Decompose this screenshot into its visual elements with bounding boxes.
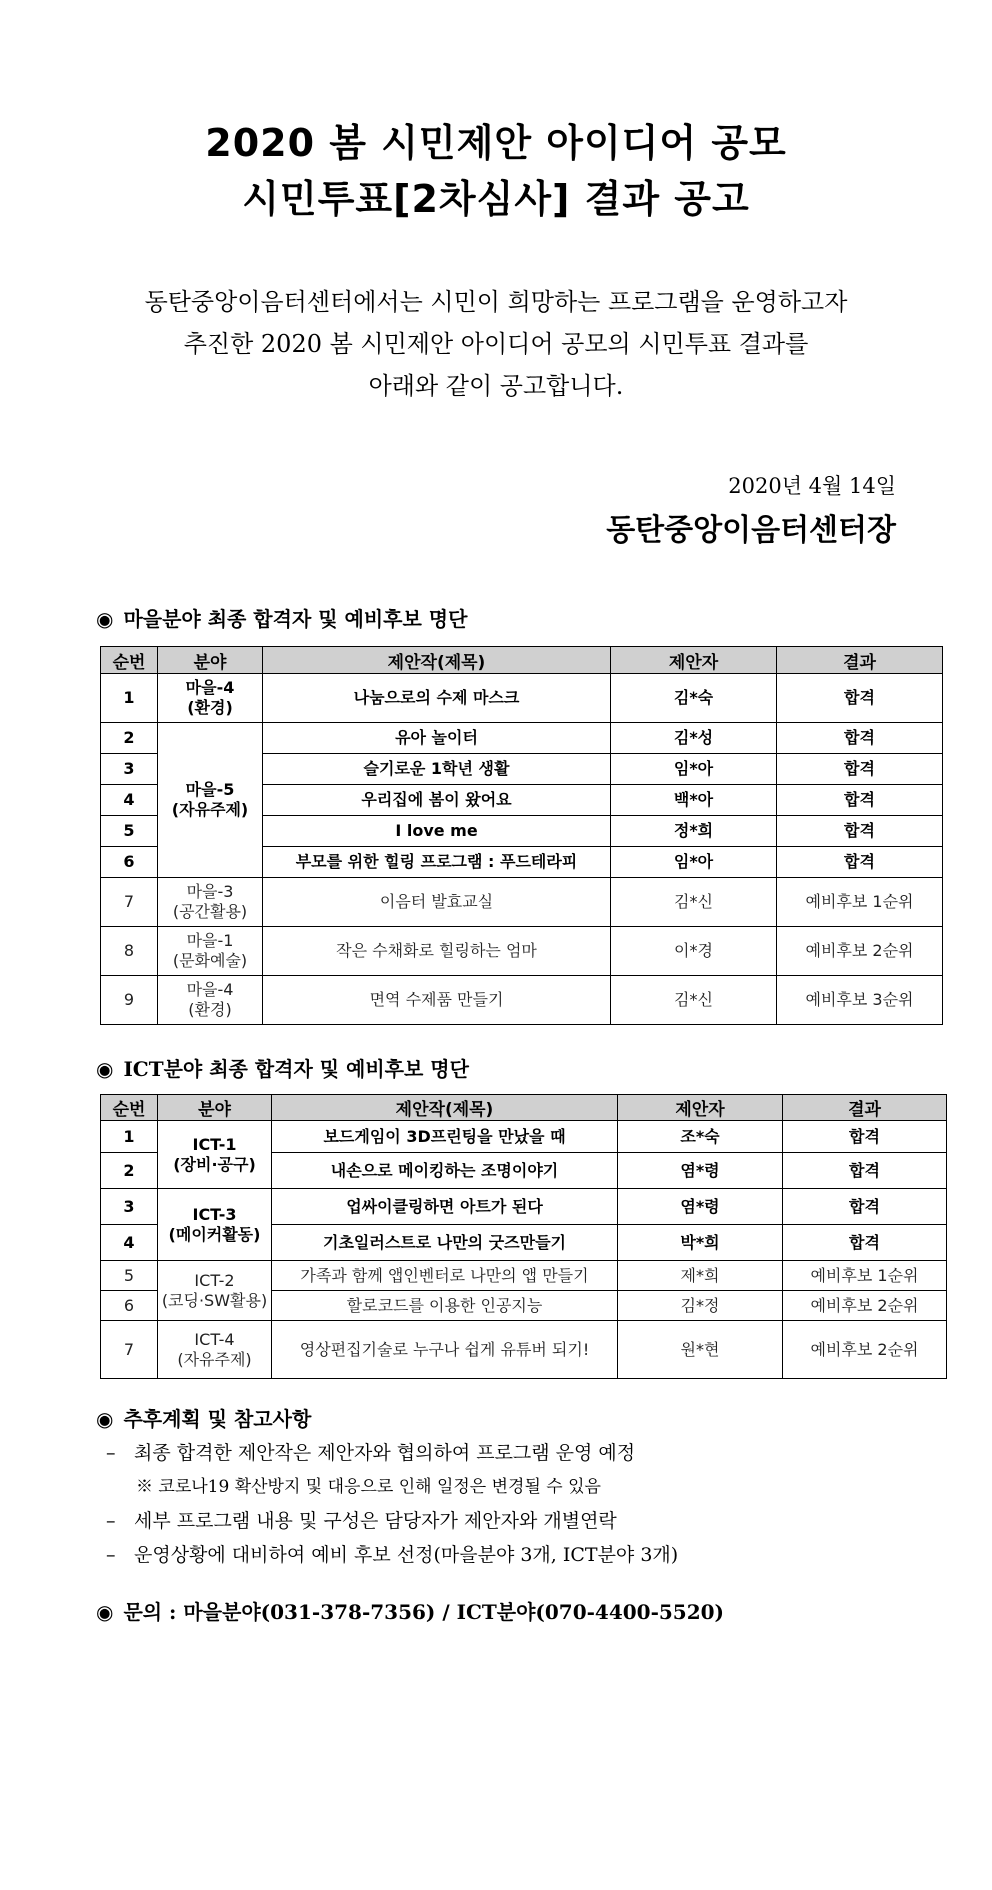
proposer-cell: 염*령	[618, 1153, 783, 1189]
row-number: 5	[101, 1261, 158, 1291]
result-cell: 합격	[783, 1225, 947, 1261]
column-header: 제안작(제목)	[263, 647, 611, 674]
proposer-cell: 김*숙	[611, 674, 777, 723]
note-subitem: ※ 코로나19 확산방지 및 대응으로 인해 일정은 변경될 수 있음	[136, 1477, 601, 1497]
issuer-signature: 동탄중앙이음터센터장	[606, 513, 896, 548]
page-title-line2: 시민투표[2차심사] 결과 공고	[242, 177, 750, 221]
column-header: 순번	[101, 647, 158, 674]
field-cell: ICT-4 (자유주제)	[158, 1321, 272, 1379]
title-cell: 기초일러스트로 나만의 굿즈만들기	[272, 1225, 618, 1261]
row-number: 6	[101, 847, 158, 878]
column-header: 결과	[783, 1095, 947, 1121]
intro-line2: 추진한 2020 봄 시민제안 아이디어 공모의 시민투표 결과를	[183, 330, 809, 358]
row-number: 1	[101, 1121, 158, 1153]
result-cell: 합격	[777, 847, 943, 878]
row-number: 9	[101, 976, 158, 1025]
column-header: 분야	[158, 647, 263, 674]
proposer-cell: 제*희	[618, 1261, 783, 1291]
table-row	[101, 1261, 947, 1291]
field-cell: ICT-1 (장비·공구)	[158, 1121, 272, 1189]
field-cell: ICT-2 (코딩·SW활용)	[158, 1261, 272, 1321]
result-cell: 합격	[783, 1153, 947, 1189]
title-cell: 업싸이클링하면 아트가 된다	[272, 1189, 618, 1225]
note-text: 운영상황에 대비하여 예비 후보 선정(마을분야 3개, ICT분야 3개)	[134, 1544, 679, 1566]
result-cell: 예비후보 1순위	[777, 878, 943, 927]
table-row	[101, 674, 943, 723]
field-cell: 마을-4 (환경)	[158, 674, 263, 723]
row-number: 5	[101, 816, 158, 847]
notes-section	[96, 1402, 678, 1572]
result-cell: 합격	[777, 785, 943, 816]
row-number: 7	[101, 1321, 158, 1379]
proposer-cell: 박*희	[618, 1225, 783, 1261]
title-cell: 작은 수채화로 힐링하는 엄마	[263, 927, 611, 976]
bullet-icon: ◉	[96, 1407, 114, 1431]
title-cell: 우리집에 봄이 왔어요	[263, 785, 611, 816]
notes-heading	[96, 1402, 678, 1436]
table-row	[101, 1121, 947, 1153]
bullet-icon: ◉	[96, 1600, 114, 1624]
column-header: 제안자	[618, 1095, 783, 1121]
column-header: 분야	[158, 1095, 272, 1121]
village-section-heading	[96, 603, 467, 632]
row-number: 7	[101, 878, 158, 927]
intro-line1: 동탄중앙이음터센터에서는 시민이 희망하는 프로그램을 운영하고자	[144, 288, 848, 316]
title-cell: 내손으로 메이킹하는 조명이야기	[272, 1153, 618, 1189]
title-cell: 할로코드를 이용한 인공지능	[272, 1291, 618, 1321]
column-header: 순번	[101, 1095, 158, 1121]
result-cell: 합격	[777, 674, 943, 723]
bullet-icon: ◉	[96, 1057, 114, 1081]
proposer-cell: 김*성	[611, 723, 777, 754]
proposer-cell: 김*신	[611, 976, 777, 1025]
row-number: 4	[101, 1225, 158, 1261]
dash-icon: –	[106, 1510, 116, 1532]
proposer-cell: 원*현	[618, 1321, 783, 1379]
result-cell: 예비후보 3순위	[777, 976, 943, 1025]
proposer-cell: 염*령	[618, 1189, 783, 1225]
note-text: 세부 프로그램 내용 및 구성은 담당자가 제안자와 개별연락	[134, 1510, 617, 1532]
page-title-line1: 2020 봄 시민제안 아이디어 공모	[205, 121, 787, 165]
field-cell: 마을-4 (환경)	[158, 976, 263, 1025]
title-cell: 영상편집기술로 누구나 쉽게 유튜버 되기!	[272, 1321, 618, 1379]
title-cell: 유아 놀이터	[263, 723, 611, 754]
column-header: 제안자	[611, 647, 777, 674]
result-cell: 합격	[777, 816, 943, 847]
notes-heading-text: 추후계획 및 참고사항	[123, 1407, 312, 1431]
field-cell: 마을-5 (자유주제)	[158, 723, 263, 878]
table-row	[101, 1189, 947, 1225]
result-cell: 합격	[777, 754, 943, 785]
title-cell: 보드게임이 3D프린팅을 만났을 때	[272, 1121, 618, 1153]
proposer-cell: 김*신	[611, 878, 777, 927]
proposer-cell: 조*숙	[618, 1121, 783, 1153]
announcement-date: 2020년 4월 14일	[728, 474, 896, 498]
dash-icon: –	[106, 1442, 116, 1464]
title-cell: I love me	[263, 816, 611, 847]
title-cell: 슬기로운 1학년 생활	[263, 754, 611, 785]
intro-line3: 아래와 같이 공고합니다.	[368, 372, 624, 400]
result-cell: 합격	[783, 1121, 947, 1153]
field-cell: 마을-3 (공간활용)	[158, 878, 263, 927]
proposer-cell: 이*경	[611, 927, 777, 976]
proposer-cell: 임*아	[611, 847, 777, 878]
ict-section-heading	[96, 1053, 469, 1082]
table-row	[101, 1321, 947, 1379]
note-item	[96, 1436, 678, 1470]
title-cell: 부모를 위한 힐링 프로그램 : 푸드테라피	[263, 847, 611, 878]
row-number: 8	[101, 927, 158, 976]
table-header-row	[101, 647, 943, 674]
result-cell: 예비후보 2순위	[777, 927, 943, 976]
field-cell: 마을-1 (문화예술)	[158, 927, 263, 976]
row-number: 2	[101, 723, 158, 754]
column-header: 제안작(제목)	[272, 1095, 618, 1121]
table-row	[101, 878, 943, 927]
title-cell: 가족과 함께 앱인벤터로 나만의 앱 만들기	[272, 1261, 618, 1291]
result-cell: 예비후보 1순위	[783, 1261, 947, 1291]
proposer-cell: 임*아	[611, 754, 777, 785]
row-number: 2	[101, 1153, 158, 1189]
result-cell: 합격	[783, 1189, 947, 1225]
result-cell: 합격	[777, 723, 943, 754]
ict-results-table	[100, 1094, 947, 1379]
proposer-cell: 김*정	[618, 1291, 783, 1321]
bullet-icon: ◉	[96, 607, 114, 631]
title-cell: 나눔으로의 수제 마스크	[263, 674, 611, 723]
title-cell: 면역 수제품 만들기	[263, 976, 611, 1025]
village-heading-text: 마을분야 최종 합격자 및 예비후보 명단	[123, 607, 468, 631]
result-cell: 예비후보 2순위	[783, 1291, 947, 1321]
row-number: 6	[101, 1291, 158, 1321]
ict-heading-text: ICT분야 최종 합격자 및 예비후보 명단	[123, 1057, 469, 1081]
field-cell: ICT-3 (메이커활동)	[158, 1189, 272, 1261]
row-number: 4	[101, 785, 158, 816]
row-number: 3	[101, 1189, 158, 1225]
table-row	[101, 927, 943, 976]
table-row	[101, 976, 943, 1025]
table-header-row	[101, 1095, 947, 1121]
contact-text: 문의 : 마을분야(031-378-7356) / ICT분야(070-4400-5520)	[123, 1600, 724, 1624]
note-item	[96, 1538, 678, 1572]
contact-line	[96, 1596, 724, 1625]
row-number: 3	[101, 754, 158, 785]
note-text: 최종 합격한 제안작은 제안자와 협의하여 프로그램 운영 예정	[134, 1442, 636, 1464]
proposer-cell: 정*희	[611, 816, 777, 847]
note-item	[96, 1504, 678, 1538]
row-number: 1	[101, 674, 158, 723]
village-results-table	[100, 646, 943, 1025]
dash-icon: –	[106, 1544, 116, 1566]
proposer-cell: 백*아	[611, 785, 777, 816]
result-cell: 예비후보 2순위	[783, 1321, 947, 1379]
table-row	[101, 723, 943, 754]
title-cell: 이음터 발효교실	[263, 878, 611, 927]
column-header: 결과	[777, 647, 943, 674]
